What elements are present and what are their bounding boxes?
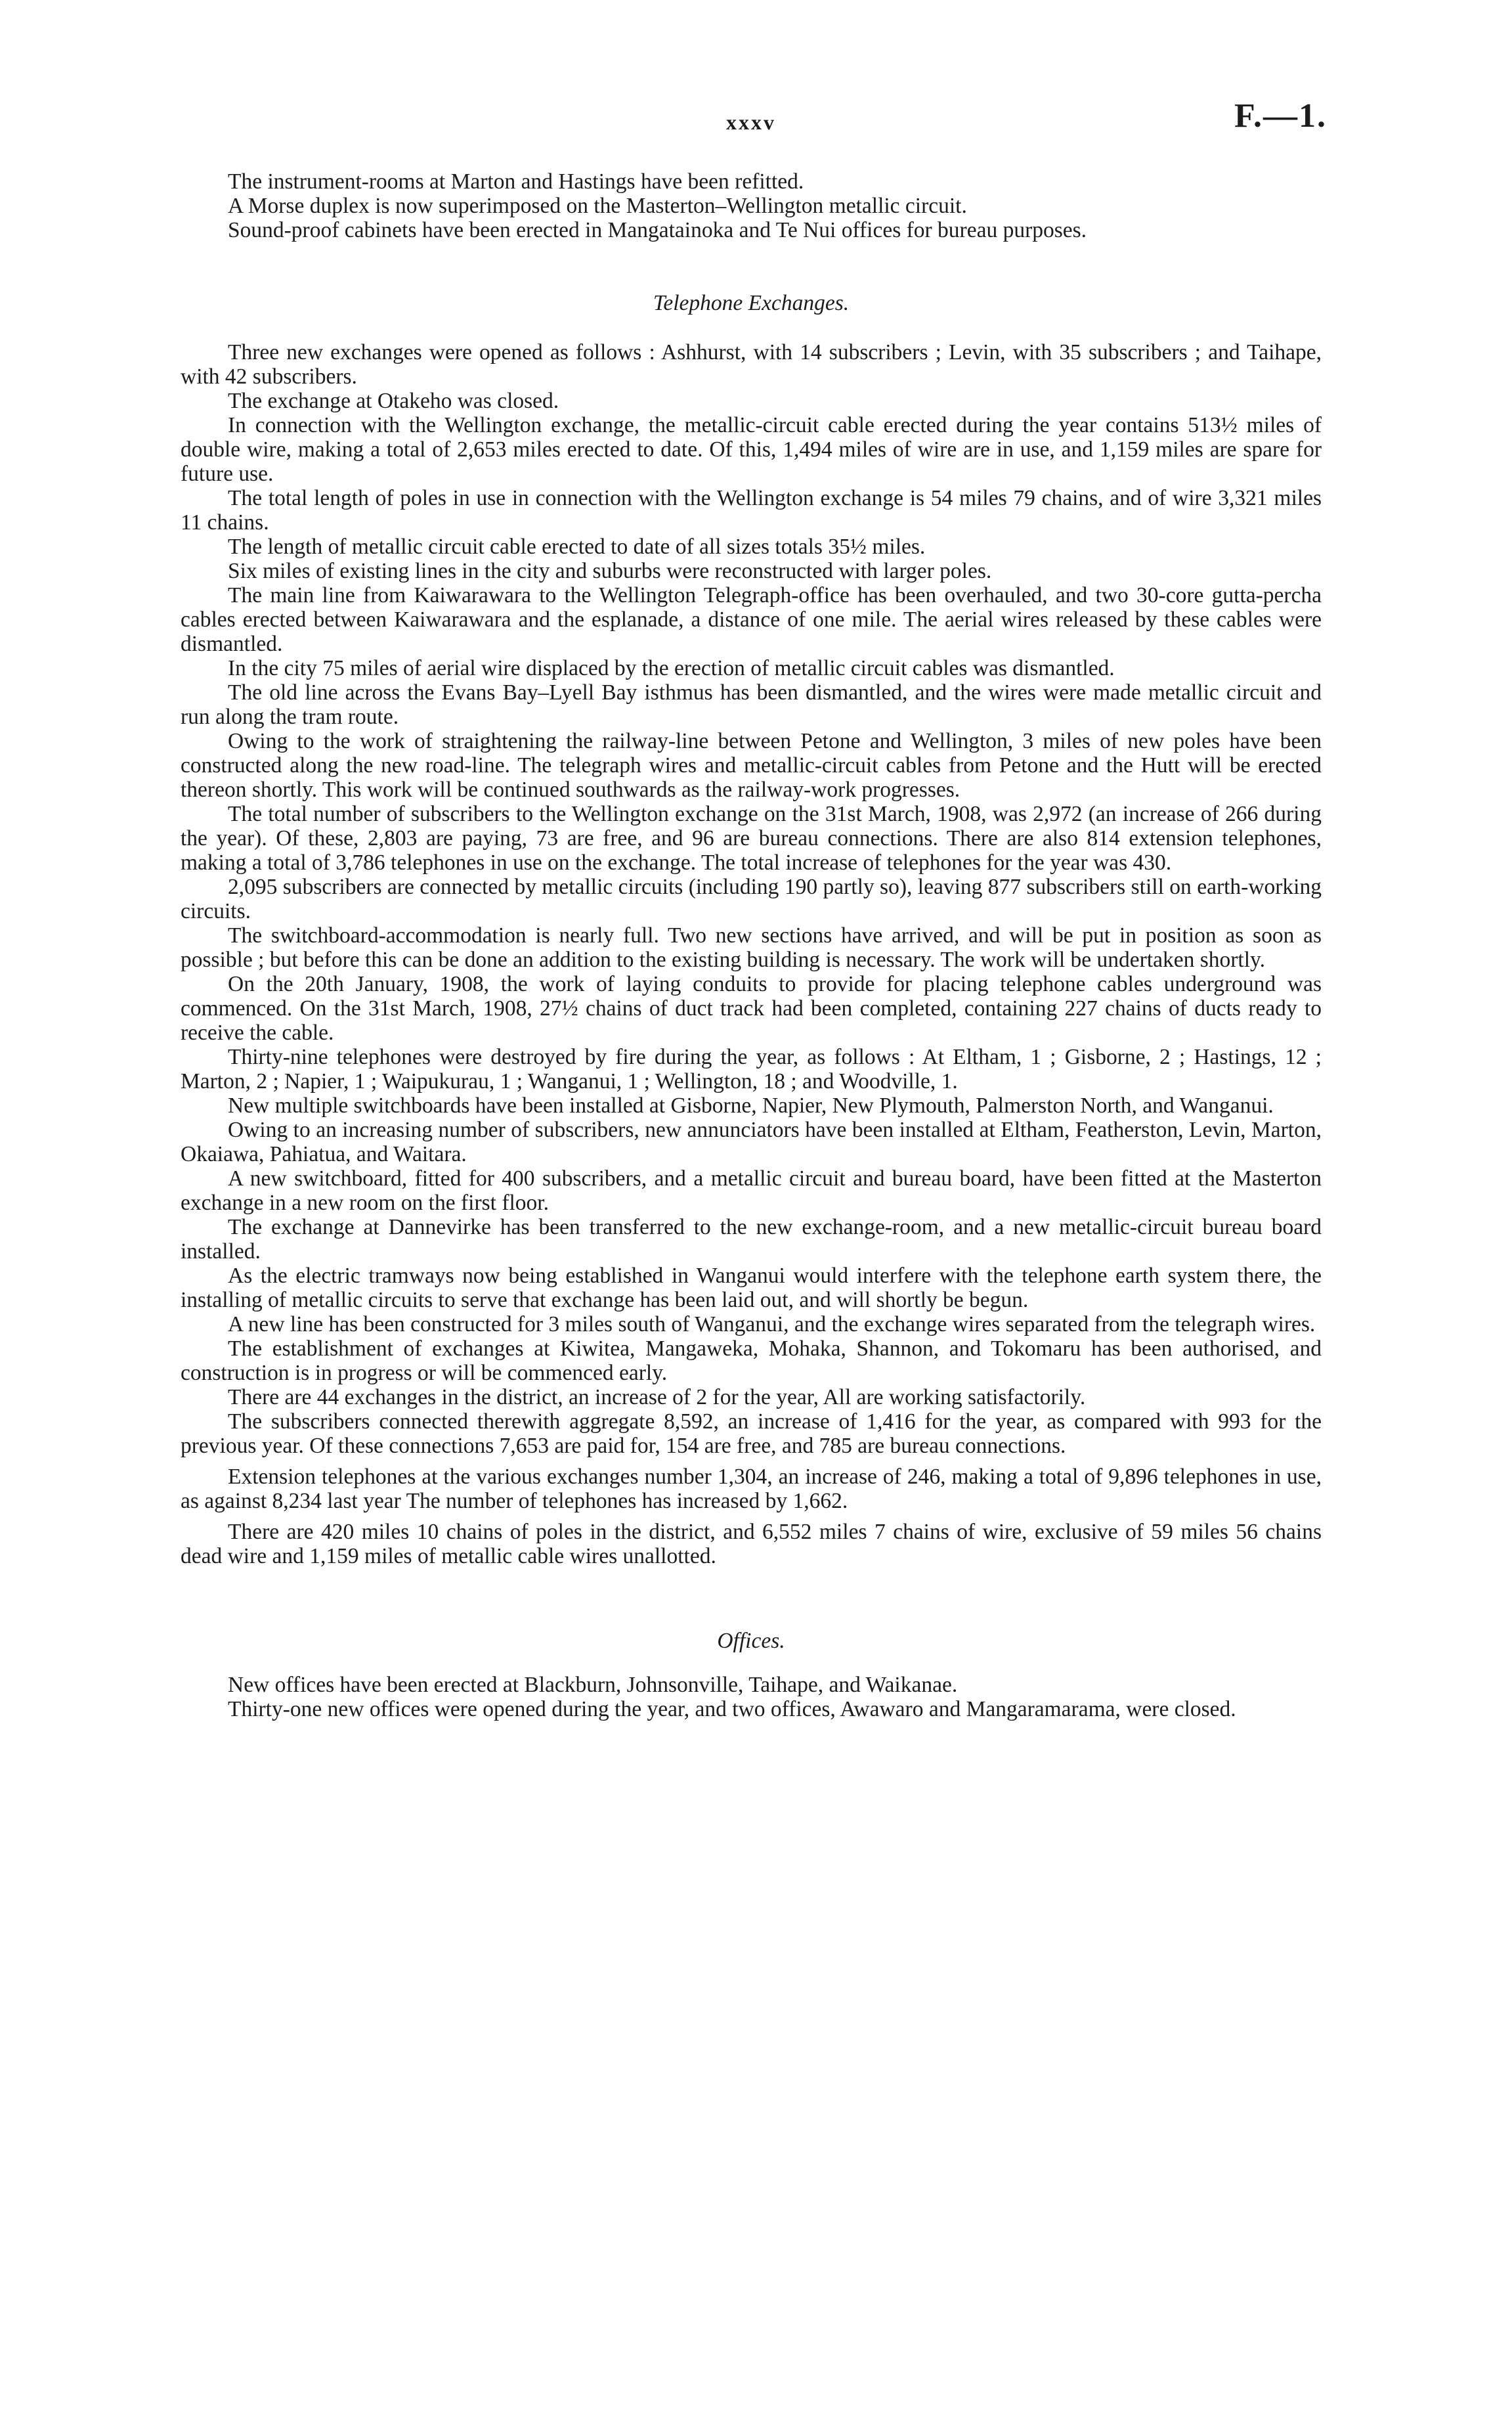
paragraph: Owing to the work of straightening the railway-line between Petone and Wellington, 3 miles of new poles have been constructed along the new road-line. The telegraph wires and metallic-circuit cables from Petone and the Hutt will be erected thereon shortly. This work will be continued southwards as the railway-work progresses. (181, 729, 1322, 802)
page-header (181, 97, 1327, 150)
paragraph: Owing to an increasing number of subscribers, new annunciators have been installed at Eltham, Featherston, Levin, Marton, Okaiawa, Pahiatua, and Waitara. (181, 1118, 1322, 1166)
paragraph: As the electric tramways now being established in Wanganui would interfere with the telephone earth system there, the installing of metallic circuits to serve that exchange has been laid out, and will shortly be begun. (181, 1264, 1322, 1312)
paragraph: In connection with the Wellington exchange, the metallic-circuit cable erected during the year contains 513½ miles of double wire, making a total of 2,653 miles erected to date. Of this, 1,494 miles of wire are in use, and 1,159 miles are spare for future use. (181, 413, 1322, 486)
paragraph: Extension telephones at the various exchanges number 1,304, an increase of 246, making a total of 9,896 telephones in use, as against 8,234 last year The number of telephones has increased by 1,662. (181, 1465, 1322, 1513)
paragraph: The total length of poles in use in connection with the Wellington exchange is 54 miles 79 chains, and of wire 3,321 miles 11 chains. (181, 486, 1322, 535)
paragraph: 2,095 subscribers are connected by metallic circuits (including 190 partly so), leaving 877 subscribers still on earth-working circuits. (181, 875, 1322, 923)
paragraph: Three new exchanges were opened as follows : Ashhurst, with 14 subscribers ; Levin, with 35 subscribers ; and Taihape, with 42 subscribers. (181, 340, 1322, 389)
paragraph: Thirty-one new offices were opened during the year, and two offices, Awawaro and Mangaramarama, were closed. (228, 1697, 1236, 1721)
paragraph: A new switchboard, fitted for 400 subscribers, and a metallic circuit and bureau board, have been fitted at the Masterton exchange in a new room on the first floor. (181, 1166, 1322, 1215)
page-number: xxxv (726, 110, 776, 134)
paragraph: A Morse duplex is now superimposed on the Masterton–Wellington metallic circuit. (228, 194, 967, 218)
paragraph: A new line has been constructed for 3 miles south of Wanganui, and the exchange wires separated from the telegraph wires. (228, 1312, 1316, 1336)
paragraph: The subscribers connected therewith aggregate 8,592, an increase of 1,416 for the year, as compared with 993 for the previous year. Of these connections 7,653 are paid for, 154 are free, and 785 are bureau connections. (181, 1409, 1322, 1458)
paragraph: Thirty-nine telephones were destroyed by fire during the year, as follows : At Eltham, 1 ; Gisborne, 2 ; Hastings, 12 ; Marton, 2 ; Napier, 1 ; Waipukurau, 1 ; Wanganui, 1 ; Wellington, 18 ; and Woodville, 1. (181, 1045, 1322, 1093)
paragraph: The switchboard-accommodation is nearly full. Two new sections have arrived, and will be put in position as soon as possible ; but before this can be done an addition to the existing building is necessary. The work will be undertaken shortly. (181, 923, 1322, 972)
paragraph: On the 20th January, 1908, the work of laying conduits to provide for placing telephone cables underground was commenced. On the 31st March, 1908, 27½ chains of duct track had been completed, containing 227 chains of ducts ready to receive the cable. (181, 972, 1322, 1045)
paragraph: The total number of subscribers to the Wellington exchange on the 31st March, 1908, was 2,972 (an increase of 266 during the year). Of these, 2,803 are paying, 73 are free, and 96 are bureau connections. There are also 814 extension telephones, making a total of 3,786 telephones in use on the exchange. The total increase of telephones for the year was 430. (181, 802, 1322, 875)
paragraph: The exchange at Dannevirke has been transferred to the new exchange-room, and a new metallic-circuit bureau board installed. (181, 1215, 1322, 1264)
paragraph: There are 420 miles 10 chains of poles in the district, and 6,552 miles 7 chains of wire, exclusive of 59 miles 56 chains dead wire and 1,159 miles of metallic cable wires unallotted. (181, 1520, 1322, 1568)
intro-section (181, 169, 1322, 242)
section-heading-telephone-exchanges: Telephone Exchanges. (653, 291, 850, 315)
paragraph: New offices have been erected at Blackburn, Johnsonville, Taihape, and Waikanae. (228, 1673, 958, 1697)
paragraph: The exchange at Otakeho was closed. (228, 389, 559, 413)
paragraph: The instrument-rooms at Marton and Hastings have been refitted. (228, 169, 804, 194)
telephone-exchanges-section (181, 340, 1322, 1568)
offices-section (181, 1673, 1322, 1721)
document-reference: F.—1. (1234, 97, 1327, 135)
paragraph: New multiple switchboards have been installed at Gisborne, Napier, New Plymouth, Palmerston North, and Wanganui. (228, 1093, 1274, 1118)
paragraph: Sound-proof cabinets have been erected in Mangatainoka and Te Nui offices for bureau purposes. (228, 218, 1087, 242)
paragraph: The establishment of exchanges at Kiwitea, Mangaweka, Mohaka, Shannon, and Tokomaru has been authorised, and construction is in progress or will be commenced early. (181, 1336, 1322, 1385)
paragraph: In the city 75 miles of aerial wire displaced by the erection of metallic circuit cables was dismantled. (228, 656, 1115, 680)
paragraph: The main line from Kaiwarawara to the Wellington Telegraph-office has been overhauled, and two 30-core gutta-percha cables erected between Kaiwarawara and the esplanade, a distance of one mile. The aerial wires released by these cables were dismantled. (181, 583, 1322, 656)
section-heading-offices: Offices. (717, 1629, 785, 1653)
paragraph: There are 44 exchanges in the district, an increase of 2 for the year, All are working satisfactorily. (228, 1385, 1086, 1409)
paragraph: The old line across the Evans Bay–Lyell Bay isthmus has been dismantled, and the wires were made metallic circuit and run along the tram route. (181, 680, 1322, 729)
paragraph: Six miles of existing lines in the city and suburbs were reconstructed with larger poles. (228, 559, 992, 583)
paragraph: The length of metallic circuit cable erected to date of all sizes totals 35½ miles. (228, 535, 926, 559)
